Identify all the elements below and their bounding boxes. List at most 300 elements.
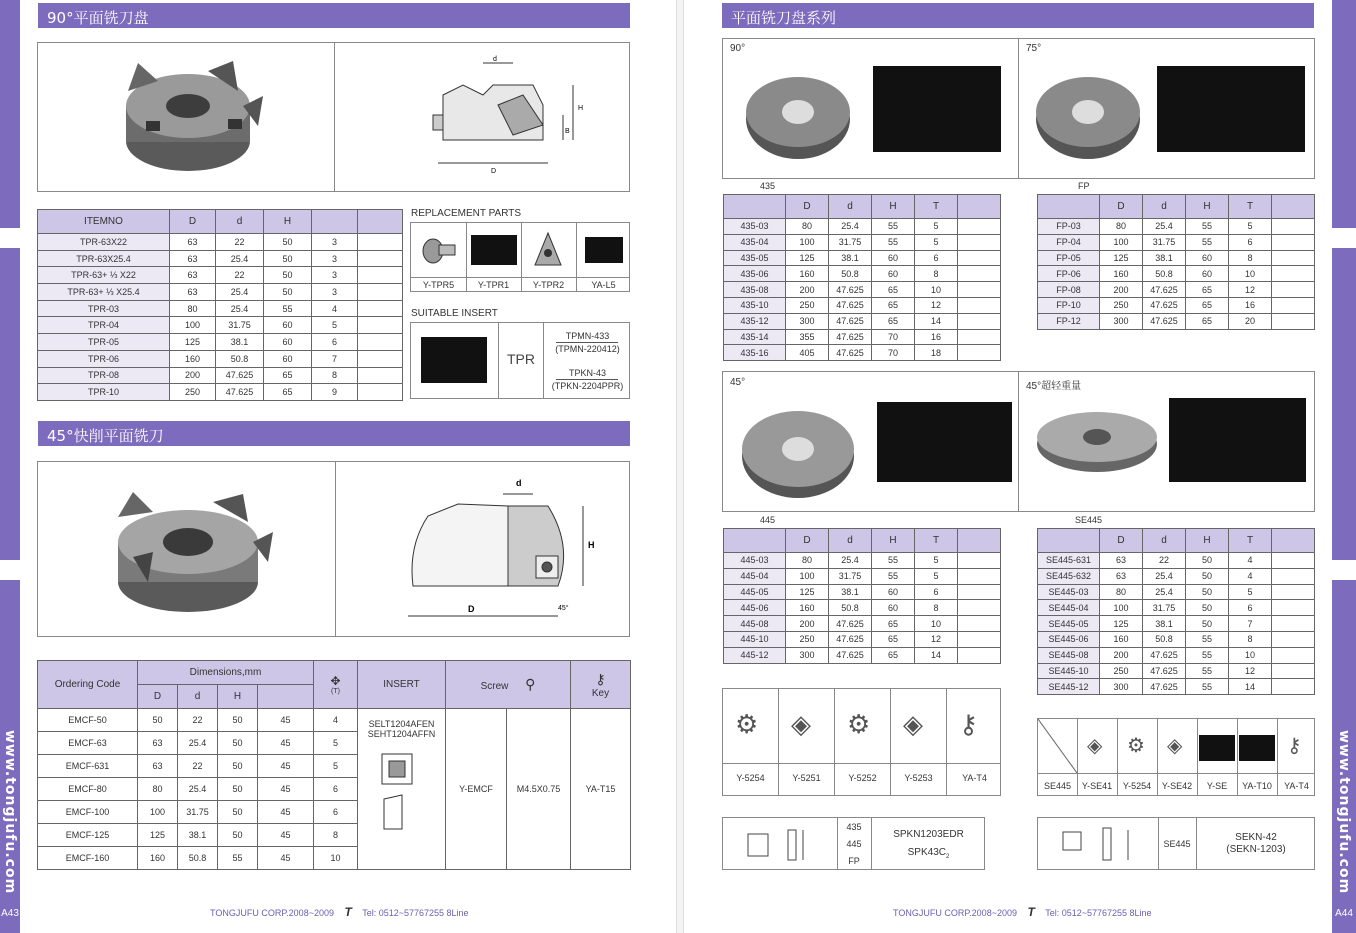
part-label: Y-5253: [904, 773, 933, 783]
value-cell: 160: [1100, 631, 1143, 647]
insert-code: SPKN1203EDR: [893, 829, 964, 840]
value-cell: 55: [872, 568, 915, 584]
product-panels-bottom: [722, 371, 1315, 512]
col-header: d: [216, 210, 264, 234]
value-cell: 4: [1229, 553, 1272, 569]
value-cell: 80: [138, 778, 178, 801]
part-label: YA-T4: [962, 773, 987, 783]
part-label: SE445: [1043, 781, 1072, 791]
value-cell: 38.1: [1143, 616, 1186, 632]
section-title-90: 90°平面铣刀盘: [38, 3, 630, 28]
part-label: Y-TPR1: [477, 280, 510, 290]
value-cell: 50.8: [829, 266, 872, 282]
value-cell: 250: [786, 297, 829, 313]
value-cell: 6: [314, 801, 358, 824]
value-cell: 31.75: [829, 568, 872, 584]
table-header-row: [38, 210, 403, 234]
value-cell: 60: [1186, 266, 1229, 282]
screw-icon: ⚲: [525, 676, 536, 692]
insert-header: INSERT: [358, 661, 446, 709]
value-cell: 80: [1100, 219, 1143, 235]
item-code-cell: SE445-03: [1038, 584, 1100, 600]
table-row: [724, 282, 1001, 298]
item-code-cell: EMCF-50: [38, 709, 138, 732]
table-row: [1038, 600, 1315, 616]
model-label: 435: [846, 822, 862, 832]
table-row: [724, 329, 1001, 345]
insert-code-alt: (SEKN-1203): [1226, 844, 1286, 855]
part-label: Y-SE41: [1081, 781, 1113, 791]
value-cell: 9: [312, 384, 358, 401]
value-cell: 63: [170, 284, 216, 301]
value-cell: 65: [872, 313, 915, 329]
model-label: SE445: [1163, 839, 1191, 849]
table-row: [1038, 647, 1315, 663]
value-cell: 300: [1100, 679, 1143, 695]
table-row: [1038, 616, 1315, 632]
item-code-cell: FP-03: [1038, 219, 1100, 235]
value-cell: 45: [258, 824, 314, 847]
product-image-placeholder: [1157, 66, 1305, 152]
value-cell: 100: [1100, 600, 1143, 616]
key-cell: YA-T15: [571, 709, 631, 870]
value-cell: 10: [915, 282, 958, 298]
part-label: Y-5254: [1122, 781, 1152, 791]
table-row: [1038, 297, 1315, 313]
company-logo: T: [1027, 905, 1035, 919]
part-image-placeholder: [1239, 735, 1275, 761]
item-code-cell: SE445-10: [1038, 663, 1100, 679]
table-header-row: D d H T: [724, 195, 1001, 219]
parts-box-se445: [1037, 718, 1315, 796]
insert-image-placeholder: [421, 337, 487, 383]
svg-text:D: D: [491, 168, 497, 175]
cutter-75-photo: [1033, 64, 1143, 164]
col-header: D: [170, 210, 216, 234]
value-cell: 125: [786, 250, 829, 266]
value-cell: 55: [1186, 663, 1229, 679]
value-cell: 70: [872, 329, 915, 345]
value-cell: 63: [138, 755, 178, 778]
value-cell: 50: [264, 250, 312, 267]
value-cell: 38.1: [829, 584, 872, 600]
value-cell: 55: [872, 234, 915, 250]
value-cell: 5: [1229, 219, 1272, 235]
value-cell: 300: [1100, 313, 1143, 329]
value-cell: 250: [170, 384, 216, 401]
value-cell: 7: [312, 350, 358, 367]
value-cell: 47.625: [1143, 647, 1186, 663]
clamp-icon: ◈: [791, 709, 811, 739]
item-code-cell: 435-12: [724, 313, 786, 329]
value-cell: 60: [264, 317, 312, 334]
item-code-cell: EMCF-125: [38, 824, 138, 847]
item-code-cell: 445-04: [724, 568, 786, 584]
screw-icon: ⚙: [735, 709, 759, 739]
insert-drawing: [743, 826, 823, 864]
value-cell: 5: [915, 553, 958, 569]
value-cell: 14: [915, 313, 958, 329]
item-code-cell: 435-05: [724, 250, 786, 266]
value-cell: 300: [786, 647, 829, 663]
value-cell: 25.4: [178, 778, 218, 801]
value-cell: 50.8: [829, 600, 872, 616]
strip-band: [0, 228, 20, 248]
table-row: [724, 600, 1001, 616]
value-cell: [358, 350, 403, 367]
value-cell: 38.1: [216, 334, 264, 351]
value-cell: 31.75: [1143, 234, 1186, 250]
value-cell: 55: [1186, 631, 1229, 647]
table-row: [38, 250, 403, 267]
value-cell: 3: [312, 267, 358, 284]
insert-info-se445: [1037, 817, 1315, 870]
value-cell: 5: [312, 317, 358, 334]
item-code-cell: SE445-08: [1038, 647, 1100, 663]
tpr-spec-table: [37, 209, 403, 401]
item-code-cell: SE445-06: [1038, 631, 1100, 647]
table-row: [724, 553, 1001, 569]
item-code-cell: 445-12: [724, 647, 786, 663]
col-header: D: [138, 685, 178, 709]
table-name: 435: [760, 181, 776, 191]
svg-text:B: B: [565, 128, 570, 135]
item-code-cell: EMCF-80: [38, 778, 138, 801]
table-row: [724, 266, 1001, 282]
value-cell: 125: [1100, 616, 1143, 632]
page-number: A43: [1, 908, 19, 919]
value-cell: 100: [786, 568, 829, 584]
item-code-cell: 435-08: [724, 282, 786, 298]
spec-table-435: [723, 194, 1001, 361]
value-cell: 200: [786, 282, 829, 298]
key-icon: ⚷: [959, 709, 979, 739]
value-cell: 25.4: [216, 284, 264, 301]
product-panels-top: [722, 38, 1315, 179]
replacement-parts-title: REPLACEMENT PARTS: [411, 208, 522, 219]
left-side-strip: [0, 0, 20, 933]
value-cell: 50: [1186, 616, 1229, 632]
value-cell: 22: [178, 755, 218, 778]
value-cell: 60: [872, 266, 915, 282]
item-code-cell: 445-05: [724, 584, 786, 600]
part-label: Y-TPR2: [532, 280, 565, 290]
value-cell: 63: [170, 234, 216, 251]
value-cell: 22: [216, 234, 264, 251]
company-logo: T: [344, 905, 352, 919]
value-cell: 80: [786, 219, 829, 235]
col-header: d: [178, 685, 218, 709]
value-cell: 31.75: [829, 234, 872, 250]
part-label: YA-L5: [591, 280, 616, 290]
item-code-cell: TPR-04: [38, 317, 170, 334]
value-cell: 125: [786, 584, 829, 600]
value-cell: [358, 334, 403, 351]
value-cell: 47.625: [829, 345, 872, 361]
face-mill-45-diagram: [398, 476, 618, 626]
value-cell: 250: [786, 631, 829, 647]
value-cell: 47.625: [829, 616, 872, 632]
value-cell: 300: [786, 313, 829, 329]
col-header: [358, 210, 403, 234]
shim-icon: ◈: [903, 709, 923, 739]
item-code-cell: 445-03: [724, 553, 786, 569]
value-cell: 5: [915, 219, 958, 235]
value-cell: [358, 317, 403, 334]
value-cell: 47.625: [1143, 663, 1186, 679]
value-cell: 80: [1100, 584, 1143, 600]
value-cell: 8: [1229, 250, 1272, 266]
value-cell: 65: [1186, 297, 1229, 313]
item-code-cell: FP-12: [1038, 313, 1100, 329]
item-code-cell: TPR-06: [38, 350, 170, 367]
insert-code-1: SELT1204AFEN: [368, 719, 435, 729]
table-row: [38, 384, 403, 401]
value-cell: 250: [1100, 663, 1143, 679]
screw-icon: ⚙: [847, 709, 871, 739]
value-cell: 5: [1229, 584, 1272, 600]
value-cell: [358, 384, 403, 401]
item-code-cell: 435-10: [724, 297, 786, 313]
value-cell: 8: [915, 600, 958, 616]
footer-left: TONGJUFU CORP.2008~2009 T Tel: 0512~57767255 8Line: [210, 905, 469, 919]
value-cell: 8: [314, 824, 358, 847]
section-title-series: 平面铣刀盘系列: [722, 3, 1314, 28]
item-code-cell: 435-16: [724, 345, 786, 361]
value-cell: 55: [264, 300, 312, 317]
value-cell: 50.8: [178, 847, 218, 870]
table-row: [38, 709, 631, 732]
value-cell: 50: [218, 801, 258, 824]
value-cell: 25.4: [178, 732, 218, 755]
item-code-cell: 435-03: [724, 219, 786, 235]
value-cell: 45: [258, 847, 314, 870]
value-cell: 25.4: [829, 553, 872, 569]
model-label: FP: [848, 856, 860, 866]
value-cell: 5: [915, 234, 958, 250]
key-icon: ⚷: [1287, 735, 1302, 757]
table-row: [724, 313, 1001, 329]
value-cell: 50: [218, 709, 258, 732]
value-cell: 12: [915, 631, 958, 647]
value-cell: 45: [258, 778, 314, 801]
value-cell: 100: [170, 317, 216, 334]
table-row: [724, 219, 1001, 235]
value-cell: 31.75: [1143, 600, 1186, 616]
face-mill-45-photo: [93, 482, 283, 622]
value-cell: 12: [1229, 282, 1272, 298]
item-code-cell: FP-04: [1038, 234, 1100, 250]
value-cell: 55: [1186, 219, 1229, 235]
table-row: [1038, 282, 1315, 298]
item-code-cell: 435-04: [724, 234, 786, 250]
value-cell: 25.4: [1143, 584, 1186, 600]
col-header: H: [218, 685, 258, 709]
insert-code-2: $SPK43C_2$: [907, 847, 950, 860]
diagonal-cell: [1038, 719, 1077, 773]
value-cell: 47.625: [829, 297, 872, 313]
table-row: [724, 568, 1001, 584]
value-cell: 31.75: [178, 801, 218, 824]
cutter-90-photo: [743, 64, 853, 164]
value-cell: 200: [1100, 282, 1143, 298]
insert-model-alt: (TPMN-220412): [555, 344, 620, 354]
item-code-cell: SE445-04: [1038, 600, 1100, 616]
value-cell: 45: [258, 709, 314, 732]
value-cell: 6: [314, 778, 358, 801]
value-cell: 45: [258, 801, 314, 824]
table-row: [724, 234, 1001, 250]
table-row: [38, 350, 403, 367]
insert-model-alt: (TPKN-2204PPR): [551, 381, 624, 391]
insert-drawing: [1058, 826, 1148, 864]
insert-info-435: [722, 817, 985, 870]
value-cell: 10: [314, 847, 358, 870]
value-cell: 6: [915, 250, 958, 266]
table-row: [724, 631, 1001, 647]
value-cell: 200: [786, 616, 829, 632]
holder-cell: Y-EMCF: [446, 709, 507, 870]
value-cell: 63: [138, 732, 178, 755]
product-image-placeholder: [877, 402, 1012, 482]
value-cell: 7: [1229, 616, 1272, 632]
value-cell: 25.4: [1143, 568, 1186, 584]
table-header-row: D d H T: [1038, 195, 1315, 219]
parts-box-435: [722, 688, 1001, 796]
part-label: Y-5252: [848, 773, 877, 783]
emcf-spec-table: [37, 660, 631, 870]
part-image-placeholder: [471, 235, 517, 265]
value-cell: 65: [872, 282, 915, 298]
value-cell: 125: [170, 334, 216, 351]
right-side-strip: [1332, 0, 1356, 933]
page-number: A44: [1335, 908, 1353, 919]
table-row: [38, 267, 403, 284]
value-cell: 80: [170, 300, 216, 317]
item-code-cell: FP-05: [1038, 250, 1100, 266]
product-image-placeholder: [1169, 398, 1306, 482]
table-row: [724, 345, 1001, 361]
value-cell: 50.8: [216, 350, 264, 367]
table-row: [724, 250, 1001, 266]
wedge-part-icon: [533, 231, 563, 267]
table-row: [724, 616, 1001, 632]
strip-band: [1332, 228, 1356, 248]
value-cell: 50.8: [1143, 631, 1186, 647]
value-cell: 63: [170, 250, 216, 267]
value-cell: 355: [786, 329, 829, 345]
value-cell: 16: [915, 329, 958, 345]
value-cell: 250: [1100, 297, 1143, 313]
value-cell: [358, 234, 403, 251]
table-row: [38, 284, 403, 301]
table-row: [38, 317, 403, 334]
item-code-cell: EMCF-631: [38, 755, 138, 778]
cutter-45-photo: [738, 394, 858, 504]
table-row: [1038, 250, 1315, 266]
key-icon: ⚷: [595, 670, 606, 687]
value-cell: 47.625: [829, 647, 872, 663]
item-code-cell: FP-10: [1038, 297, 1100, 313]
value-cell: [358, 367, 403, 384]
table-row: [38, 367, 403, 384]
face-mill-diagram: [423, 55, 603, 175]
value-cell: 55: [218, 847, 258, 870]
value-cell: 47.625: [829, 282, 872, 298]
value-cell: 100: [138, 801, 178, 824]
product-image-placeholder: [873, 66, 1001, 152]
table-name: SE445: [1075, 515, 1103, 525]
value-cell: 50: [218, 732, 258, 755]
value-cell: 55: [1186, 647, 1229, 663]
value-cell: 47.625: [829, 631, 872, 647]
value-cell: 100: [1100, 234, 1143, 250]
value-cell: 47.625: [1143, 313, 1186, 329]
value-cell: 60: [872, 584, 915, 600]
value-cell: 60: [872, 600, 915, 616]
value-cell: 12: [1229, 663, 1272, 679]
value-cell: 125: [138, 824, 178, 847]
value-cell: 160: [786, 266, 829, 282]
panel-label: 75°: [1026, 43, 1042, 54]
value-cell: 47.625: [1143, 679, 1186, 695]
value-cell: 12: [915, 297, 958, 313]
insert-model: TPMN-433: [565, 331, 610, 341]
value-cell: 63: [170, 267, 216, 284]
suitable-insert-box: [410, 322, 630, 399]
table-row: [38, 334, 403, 351]
value-cell: 25.4: [829, 219, 872, 235]
value-cell: 47.625: [216, 384, 264, 401]
item-code-cell: TPR-05: [38, 334, 170, 351]
value-cell: 55: [872, 219, 915, 235]
page-gutter: [676, 0, 684, 933]
value-cell: 10: [1229, 647, 1272, 663]
table-row: [1038, 219, 1315, 235]
value-cell: 45: [258, 755, 314, 778]
value-cell: 50: [1186, 584, 1229, 600]
screw-header: Screw ⚲: [446, 661, 571, 709]
value-cell: 55: [1186, 234, 1229, 250]
value-cell: 100: [786, 234, 829, 250]
table-row: [1038, 663, 1315, 679]
table-header-row: D d H T: [1038, 529, 1315, 553]
table-name: 445: [760, 515, 776, 525]
insert-code-2: SEHT1204AFFN: [367, 729, 436, 739]
insert-code: TPR: [507, 351, 535, 367]
part-label: Y-5251: [792, 773, 821, 783]
part-label: Y-SE42: [1161, 781, 1193, 791]
value-cell: 47.625: [216, 367, 264, 384]
value-cell: 65: [264, 367, 312, 384]
item-code-cell: TPR-63+ ⅓ X25.4: [38, 284, 170, 301]
value-cell: 31.75: [216, 317, 264, 334]
replacement-parts-box: [410, 222, 630, 292]
value-cell: 5: [314, 755, 358, 778]
value-cell: 50: [1186, 553, 1229, 569]
table-header-row: D d H T: [724, 529, 1001, 553]
value-cell: 38.1: [829, 250, 872, 266]
table-row: [1038, 631, 1315, 647]
col-header: H: [264, 210, 312, 234]
svg-text:d: d: [493, 56, 497, 63]
value-cell: 18: [915, 345, 958, 361]
value-cell: 50: [138, 709, 178, 732]
value-cell: 25.4: [1143, 219, 1186, 235]
shim-icon: ◈: [1167, 735, 1183, 757]
value-cell: 65: [872, 616, 915, 632]
item-code-cell: SE445-632: [1038, 568, 1100, 584]
